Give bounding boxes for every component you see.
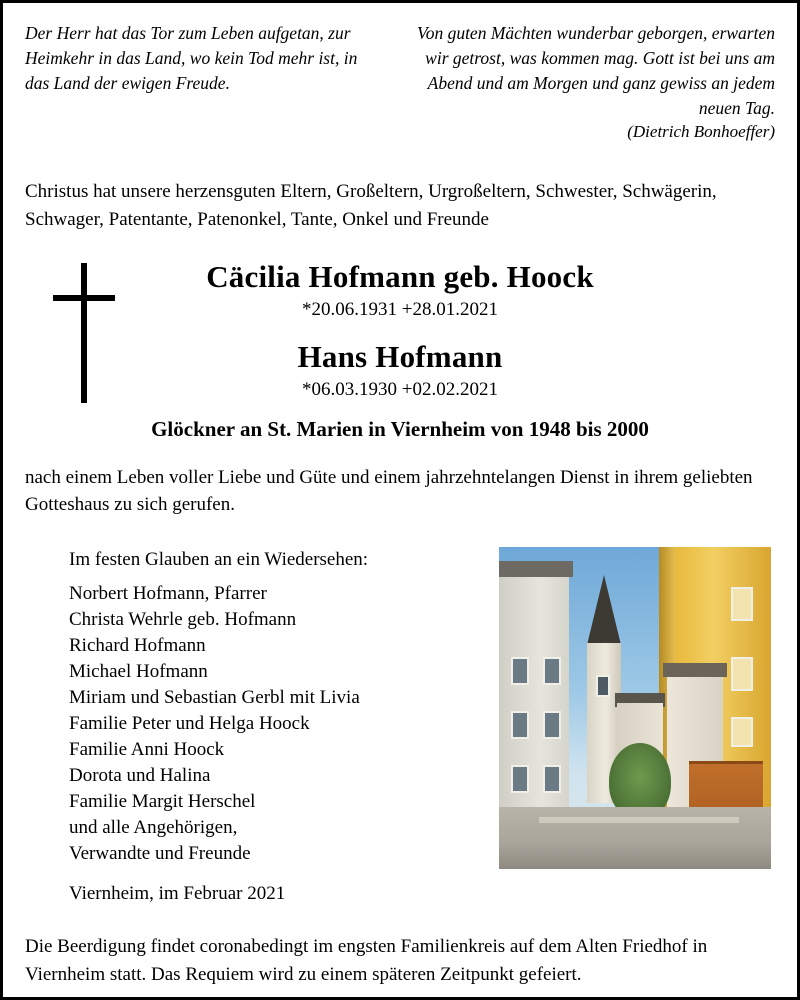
list-item: Dorota und Halina [69, 764, 211, 786]
mourners-photo-row [25, 547, 775, 907]
list-item: Miriam und Sebastian Gerbl mit Livia [69, 686, 360, 708]
church-street-photo [499, 547, 771, 869]
list-item: Familie Margit Herschel [69, 790, 256, 812]
list-item: Christa Wehrle geb. Hofmann [69, 608, 297, 630]
verse-right: Von guten Mächten wunderbar geborgen, erwarten wir getrost, was kommen mag. Gott ist bei uns am Abend und am Morgen und ganz gewiss an jedem neuen Tag. [416, 23, 775, 118]
mourners-block [25, 547, 499, 907]
list-item: Familie Anni Hoock [69, 738, 225, 760]
names-block [25, 259, 775, 441]
list-item: Norbert Hofmann, Pfarrer [69, 582, 267, 604]
intro-text: Christus hat unsere herzensguten Eltern, Großeltern, Urgroßeltern, Schwester, Schwägerin, Schwager, Patentante, Patenonkel, Tante, Onkel und Freunde [25, 181, 717, 230]
verses-row [25, 21, 775, 142]
mourners-list [69, 581, 499, 867]
verse-right-group [401, 21, 775, 142]
verse-left: Der Herr hat das Tor zum Leben aufgetan, zur Heimkehr in das Land, wo kein Tod mehr ist, in das Land der ewigen Freude. [25, 23, 358, 93]
place-and-date: Viernheim, im Februar 2021 [69, 883, 286, 905]
mourners-lead: Im festen Glauben an ein Wiedersehen: [69, 548, 369, 570]
list-item: Verwandte und Freunde [69, 843, 251, 865]
notice-content [3, 3, 797, 988]
list-item: Familie Peter und Helga Hoock [69, 712, 310, 734]
called-text: nach einem Leben voller Liebe und Güte und einem jahrzehntelangen Dienst in ihrem geliebten Gotteshaus zu sich gerufen. [25, 466, 753, 516]
deceased-name-2: Hans Hofmann [297, 339, 503, 375]
list-item: Richard Hofmann [69, 634, 206, 656]
deceased-name-1: Cäcilia Hofmann geb. Hoock [206, 259, 594, 295]
deceased-dates-2: *06.03.1930 +02.02.2021 [302, 378, 498, 400]
verse-right-author: (Dietrich Bonhoeffer) [627, 122, 775, 142]
deceased-dates-1: *20.06.1931 +28.01.2021 [302, 299, 498, 321]
role-line: Glöckner an St. Marien in Viernheim von 1948 bis 2000 [151, 416, 649, 441]
list-item: Michael Hofmann [69, 660, 208, 682]
footer-text: Die Beerdigung findet coronabedingt im engsten Familienkreis auf dem Alten Friedhof in Viernheim statt. Das Requiem wird zu einem späteren Zeitpunkt gefeiert. [25, 936, 708, 985]
list-item: und alle Angehörigen, [69, 817, 238, 838]
cross-icon [53, 263, 115, 403]
